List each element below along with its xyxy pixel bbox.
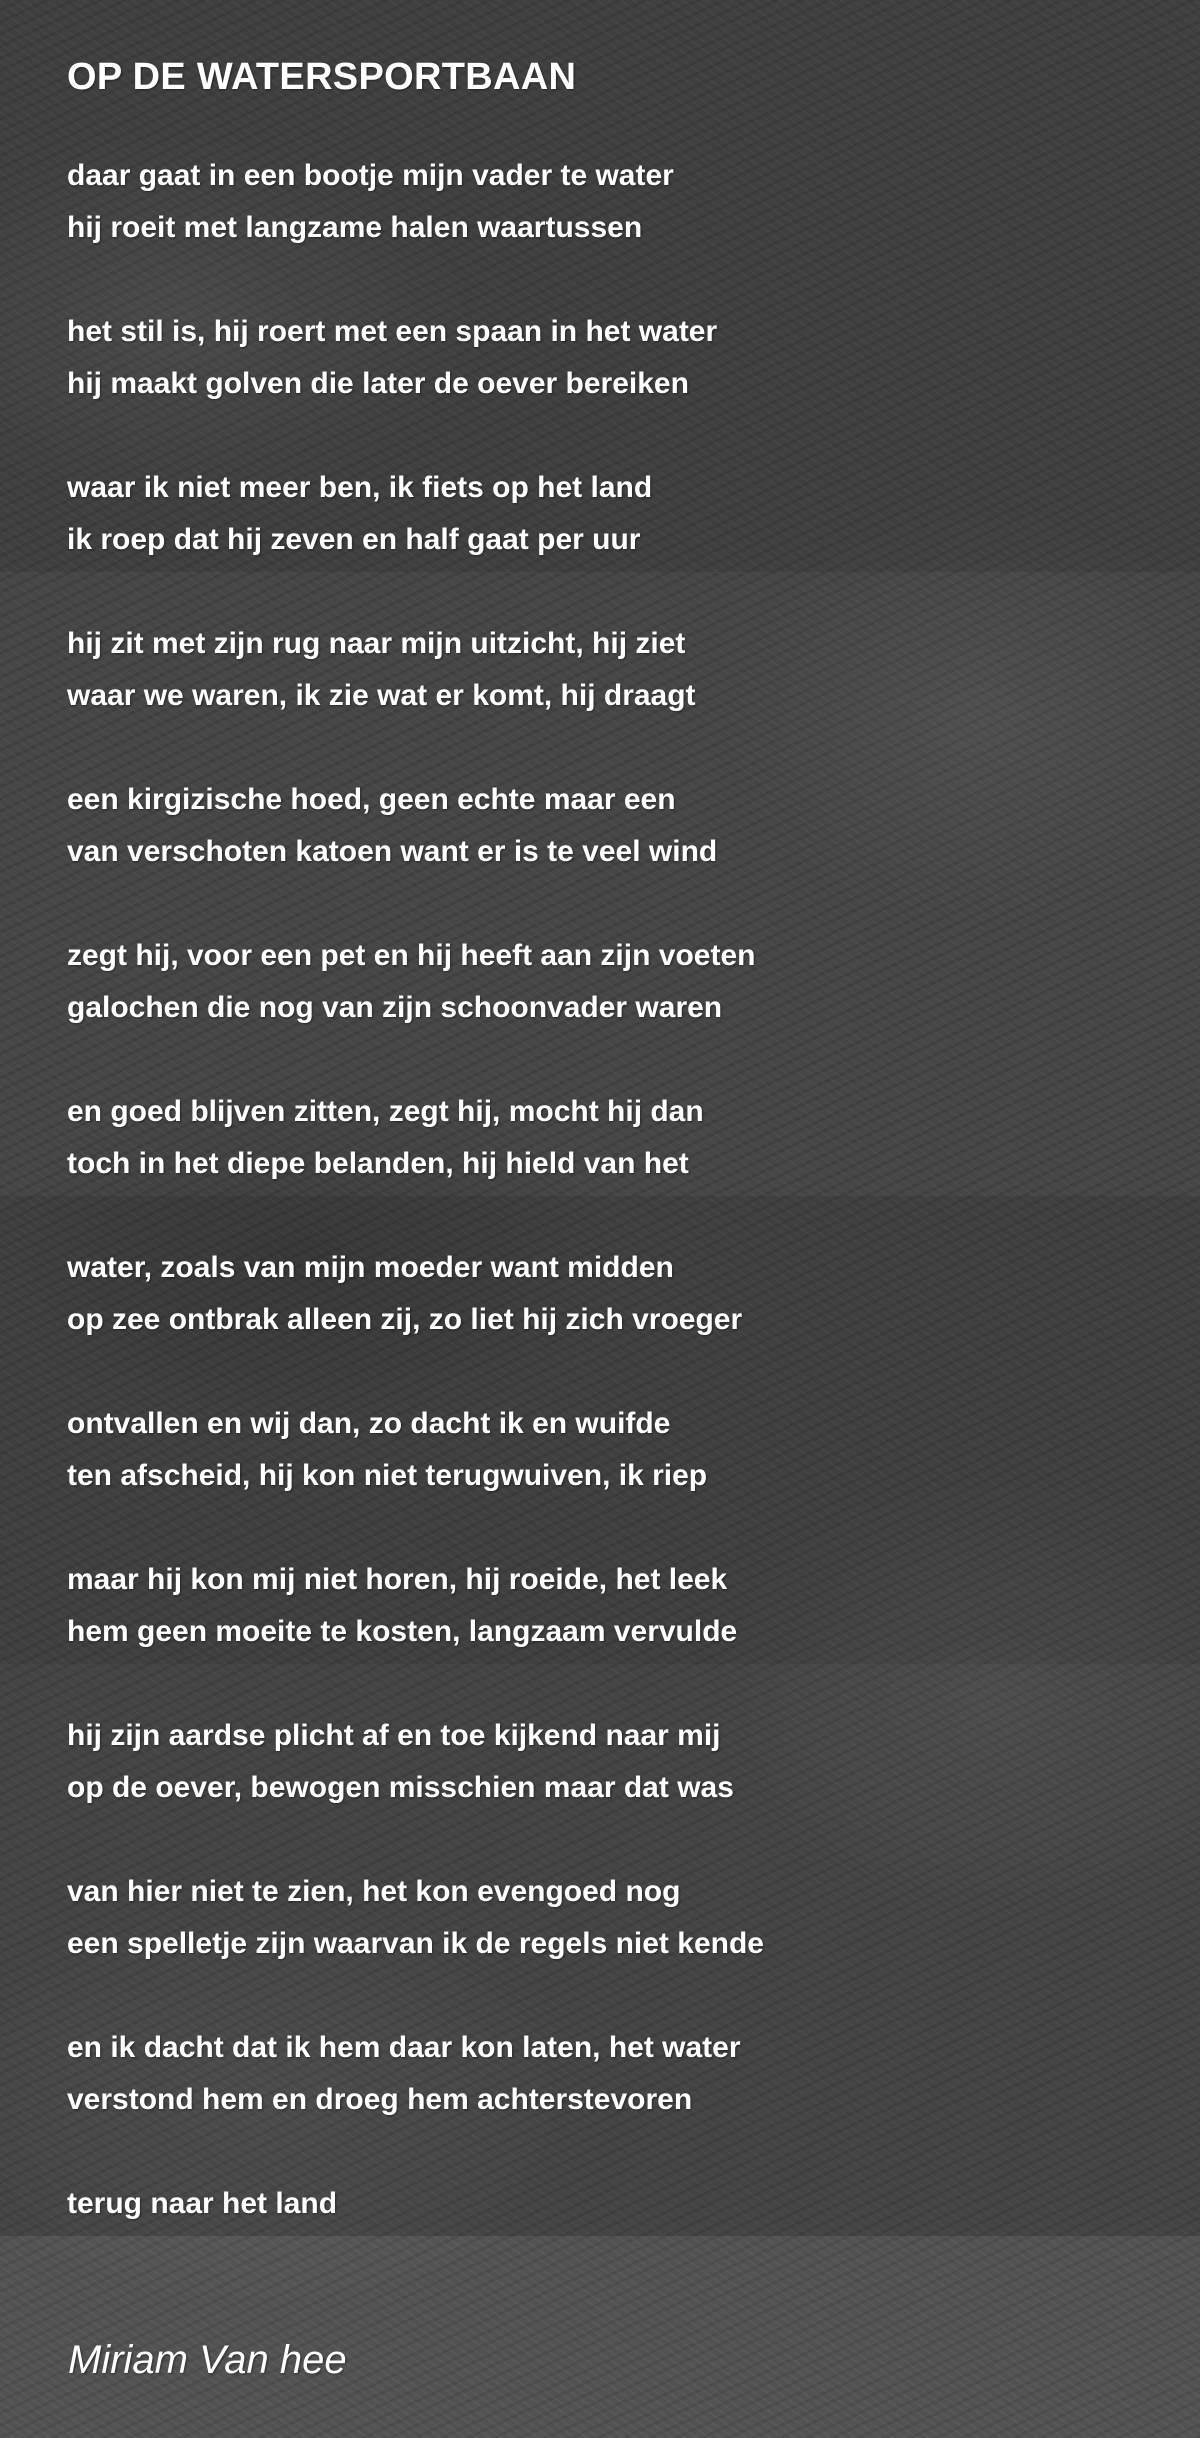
poem-line: ten afscheid, hij kon niet terugwuiven, ik riep xyxy=(67,1459,708,1492)
poem-title: OP DE WATERSPORTBAAN xyxy=(67,56,577,98)
stanza xyxy=(67,930,1127,1034)
stanza xyxy=(67,1866,1127,1970)
poem-body xyxy=(67,150,1127,2282)
poem-line: hij maakt golven die later de oever bereiken xyxy=(67,367,689,400)
poem-line: op zee ontbrak alleen zij, zo liet hij zich vroeger xyxy=(67,1303,743,1336)
stanza xyxy=(67,1398,1127,1502)
poem-line: op de oever, bewogen misschien maar dat was xyxy=(67,1771,734,1804)
stanza xyxy=(67,2022,1127,2126)
stanza xyxy=(67,1086,1127,1190)
stanza xyxy=(67,1710,1127,1814)
poem-line: hem geen moeite te kosten, langzaam vervulde xyxy=(67,1615,738,1648)
poem-line: hij zijn aardse plicht af en toe kijkend naar mij xyxy=(67,1719,721,1752)
stanza xyxy=(67,462,1127,566)
poem-line: ik roep dat hij zeven en half gaat per uur xyxy=(67,523,641,556)
poem-line: waar ik niet meer ben, ik fiets op het land xyxy=(67,471,653,504)
poem-line: en goed blijven zitten, zegt hij, mocht hij dan xyxy=(67,1095,704,1128)
stanza xyxy=(67,1242,1127,1346)
stanza xyxy=(67,618,1127,722)
poem-line: verstond hem en droeg hem achterstevoren xyxy=(67,2083,693,2116)
poem-line: van verschoten katoen want er is te veel wind xyxy=(67,835,718,868)
poem-line: toch in het diepe belanden, hij hield van het xyxy=(67,1147,689,1180)
poem-line: ontvallen en wij dan, zo dacht ik en wuifde xyxy=(67,1407,671,1440)
poem-line: van hier niet te zien, het kon evengoed nog xyxy=(67,1875,681,1908)
poem-line: zegt hij, voor een pet en hij heeft aan zijn voeten xyxy=(67,939,756,972)
poem-line: galochen die nog van zijn schoonvader waren xyxy=(67,991,723,1024)
stanza xyxy=(67,306,1127,410)
poem-line: hij zit met zijn rug naar mijn uitzicht, hij ziet xyxy=(67,627,686,660)
poem-line: daar gaat in een bootje mijn vader te water xyxy=(67,159,674,192)
poem-line: terug naar het land xyxy=(67,2187,338,2220)
poem-line: maar hij kon mij niet horen, hij roeide, het leek xyxy=(67,1563,728,1596)
author-name: Miriam Van hee xyxy=(68,2338,347,2382)
poem-line: waar we waren, ik zie wat er komt, hij draagt xyxy=(67,679,696,712)
poem-line: en ik dacht dat ik hem daar kon laten, het water xyxy=(67,2031,741,2064)
poem-line: het stil is, hij roert met een spaan in het water xyxy=(67,315,718,348)
poem-line: hij roeit met langzame halen waartussen xyxy=(67,211,643,244)
poem-line: een spelletje zijn waarvan ik de regels niet kende xyxy=(67,1927,764,1960)
stanza xyxy=(67,2178,1127,2230)
poem-line: een kirgizische hoed, geen echte maar een xyxy=(67,783,676,816)
stanza xyxy=(67,1554,1127,1658)
poem-line: water, zoals van mijn moeder want midden xyxy=(67,1251,674,1284)
stanza xyxy=(67,774,1127,878)
stanza xyxy=(67,150,1127,254)
